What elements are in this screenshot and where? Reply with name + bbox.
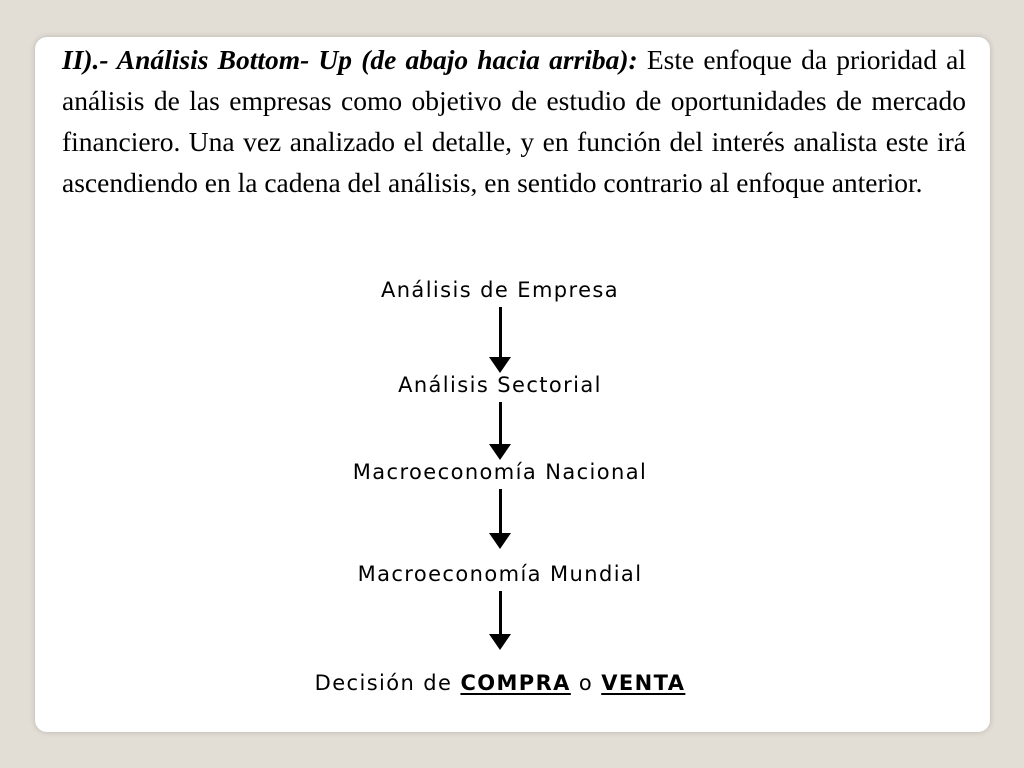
- flow-step-analisis-sectorial: Análisis Sectorial: [398, 373, 602, 397]
- flow-arrow-down-icon: [499, 402, 502, 446]
- decision-prefix: Decisión de: [314, 671, 461, 695]
- flow-arrow-down-icon: [499, 591, 502, 636]
- flow-arrow-down-icon: [499, 489, 502, 535]
- decision-connector: o: [570, 671, 602, 695]
- decision-option-compra: COMPRA: [460, 671, 571, 695]
- flow-step-decision: [35, 671, 965, 695]
- section-heading: II).- Análisis Bottom- Up (de abajo hacia arriba):: [62, 44, 638, 75]
- slide-card: [35, 37, 990, 732]
- flow-step-macro-mundial: Macroeconomía Mundial: [357, 562, 643, 586]
- flow-step-analisis-empresa: Análisis de Empresa: [380, 278, 620, 302]
- flow-step-macro-nacional: Macroeconomía Nacional: [352, 460, 648, 484]
- bottom-up-flow-diagram: [35, 37, 990, 732]
- paragraph-body: Este enfoque da prioridad al análisis de las empresas como objetivo de estudio de oportunidades de mercado financiero. Una vez analizado el detalle, y en función del interés analista este irá ascendiendo en la cadena del análisis, en sentido contrario al enfoque anterior.: [62, 44, 966, 198]
- decision-option-venta: VENTA: [601, 671, 686, 695]
- flow-arrow-down-icon: [499, 307, 502, 359]
